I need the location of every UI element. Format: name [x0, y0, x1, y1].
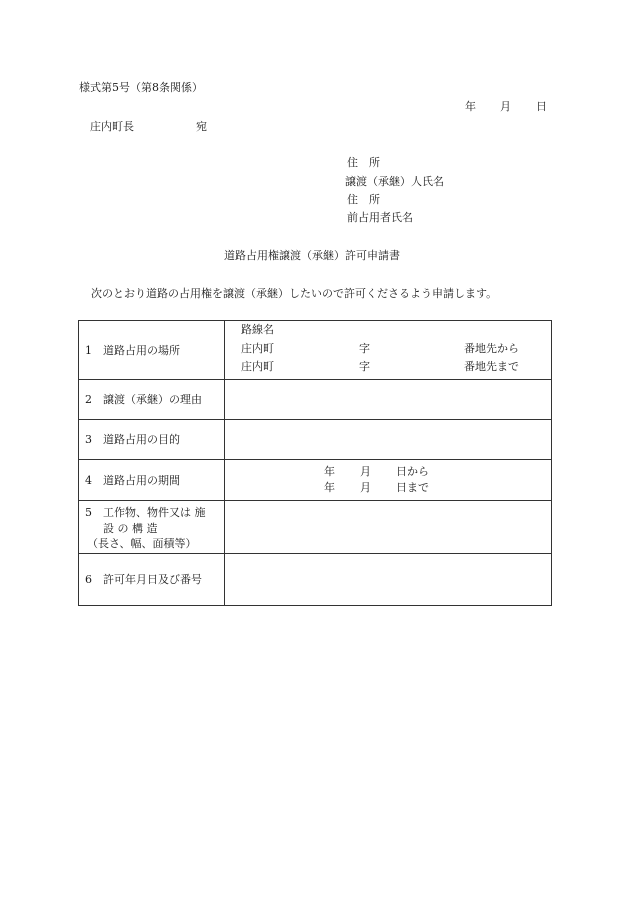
row-number: 1	[85, 343, 92, 357]
row-label: 譲渡（承継）の理由	[103, 393, 202, 406]
table-row	[79, 501, 552, 554]
table-row	[79, 420, 552, 460]
row-label: 許可年月日及び番号	[103, 573, 202, 586]
row-label-cell	[79, 321, 225, 380]
row-label: 道路占用の期間	[103, 473, 180, 487]
row-label-cell	[79, 460, 225, 501]
row-label-cell	[79, 501, 225, 554]
structure-value-cell[interactable]	[225, 501, 552, 554]
to-suffix: 番地先まで	[464, 360, 519, 373]
application-table	[78, 320, 552, 606]
location-value-cell[interactable]	[225, 321, 552, 380]
permit-date-number-value-cell[interactable]	[225, 554, 552, 606]
row-label-cell	[79, 420, 225, 460]
address-label-1: 住 所	[347, 156, 380, 169]
date-month: 月	[500, 100, 511, 113]
row-label-line-3: （長さ、幅、面積等）	[87, 537, 197, 550]
table-row	[79, 321, 552, 380]
row-label: 道路占用の目的	[103, 433, 180, 446]
addressee-honorific: 宛	[196, 120, 207, 133]
to-year: 年	[324, 481, 335, 494]
route-name-label: 路線名	[241, 323, 274, 336]
to-aza: 字	[359, 360, 370, 373]
date-year: 年	[465, 100, 476, 113]
from-aza: 字	[359, 342, 370, 355]
occupancy-period-value-cell[interactable]	[225, 460, 552, 501]
address-label-2: 住 所	[347, 193, 380, 206]
transferee-name-label: 譲渡（承継）人氏名	[345, 175, 444, 188]
previous-occupant-name-label: 前占用者氏名	[347, 211, 413, 224]
table-row	[79, 554, 552, 606]
row-label: 道路占用の場所	[103, 343, 180, 357]
row-number: 2	[85, 393, 92, 406]
from-suffix: 番地先から	[464, 342, 519, 355]
table-row	[79, 380, 552, 420]
date-day: 日	[536, 100, 547, 113]
row-label-line-1: 工作物、物件又は 施	[103, 506, 206, 519]
to-day: 日まで	[396, 481, 429, 494]
from-day: 日から	[396, 465, 429, 478]
from-month: 月	[360, 465, 371, 478]
intro-text: 次のとおり道路の占用権を譲渡（承継）したいので許可くださるよう申請します。	[91, 287, 498, 300]
occupancy-purpose-value-cell[interactable]	[225, 420, 552, 460]
row-number: 5	[85, 506, 92, 519]
from-town: 庄内町	[241, 342, 274, 355]
table-row	[79, 460, 552, 501]
form-number: 様式第5号（第8条関係）	[79, 81, 203, 94]
to-month: 月	[360, 481, 371, 494]
row-number: 4	[85, 473, 92, 487]
row-number: 6	[85, 573, 92, 586]
row-label-cell	[79, 380, 225, 420]
page-title: 道路占用権譲渡（承継）許可申請書	[224, 249, 400, 262]
addressee: 庄内町長	[90, 120, 134, 133]
row-number: 3	[85, 433, 92, 446]
from-year: 年	[324, 465, 335, 478]
to-town: 庄内町	[241, 360, 274, 373]
row-label-line-2: 設 の 構 造	[103, 522, 158, 535]
transfer-reason-value-cell[interactable]	[225, 380, 552, 420]
row-label-cell	[79, 554, 225, 606]
